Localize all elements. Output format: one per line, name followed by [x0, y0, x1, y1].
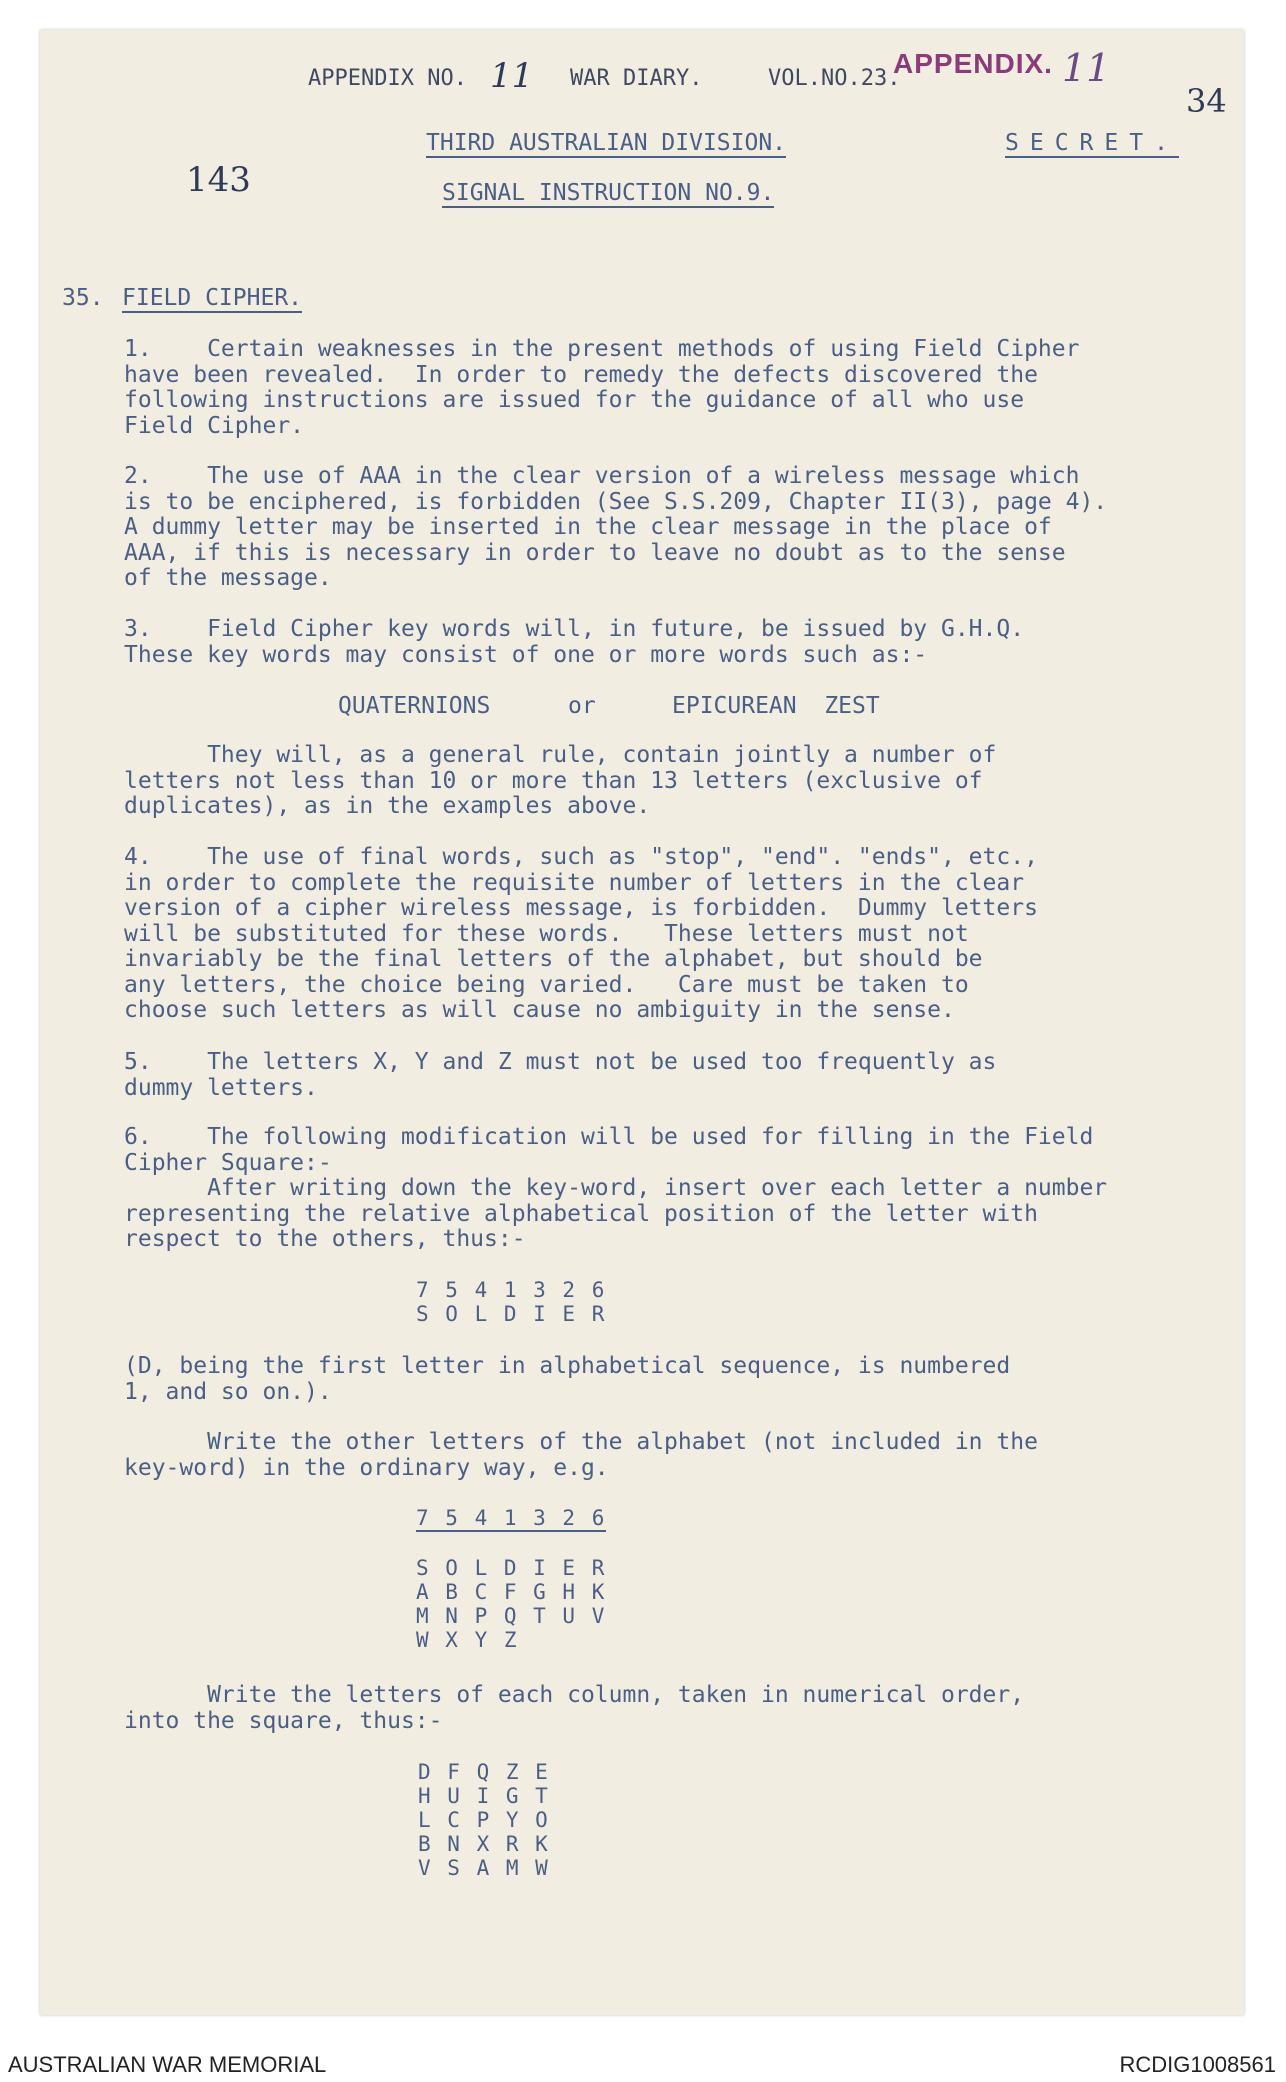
square-row: V S A M W — [418, 1856, 550, 1880]
soldier-keyword: S O L D I E R — [416, 1302, 607, 1326]
grid-row: S O L D I E R — [416, 1556, 607, 1580]
section-title: FIELD CIPHER. — [122, 285, 303, 311]
p2-line: 2. The use of AAA in the clear version of a wireless message which — [124, 463, 1080, 489]
paragraph-5 — [124, 1050, 1214, 1101]
section-number: 35. — [62, 285, 104, 311]
paragraph-6b — [124, 1354, 1214, 1405]
square-row: H U I G T — [418, 1784, 550, 1808]
p6-line: After writing down the key-word, insert over each letter a number — [124, 1175, 1108, 1201]
p1-line: following instructions are issued for the guidance of all who use — [124, 387, 1025, 413]
division-title: THIRD AUSTRALIAN DIVISION. — [426, 130, 787, 156]
stamp-handwritten-number: 11 — [1062, 46, 1111, 90]
p6-line: 6. The following modification will be used for filling in the Field — [124, 1124, 1094, 1150]
p6-line: Cipher Square:- — [124, 1149, 332, 1176]
p6d-line: into the square, thus:- — [124, 1707, 443, 1734]
p4-line: version of a cipher wireless message, is forbidden. Dummy letters — [124, 895, 1038, 921]
appendix-number-handwritten: 11 — [490, 56, 534, 96]
p3b-line: They will, as a general rule, contain jointly a number of — [124, 742, 997, 768]
paragraph-6c — [124, 1430, 1214, 1481]
soldier-numbers: 7 5 4 1 3 2 6 — [416, 1278, 607, 1302]
secret-marking: SECRET. — [1005, 130, 1179, 156]
grid-row: A B C F G H K — [416, 1580, 607, 1604]
page-number: 34 — [1186, 82, 1227, 120]
p5-line: dummy letters. — [124, 1074, 318, 1101]
paragraph-3 — [124, 617, 1214, 668]
p2-line: AAA, if this is necessary in order to leave no doubt as to the sense — [124, 539, 1066, 566]
appendix-label: APPENDIX NO. — [308, 66, 467, 91]
p6c-line: key-word) in the ordinary way, e.g. — [124, 1454, 609, 1481]
p5-line: 5. The letters X, Y and Z must not be used too frequently as — [124, 1049, 997, 1075]
p6-line: representing the relative alphabetical position of the letter with — [124, 1200, 1038, 1227]
paragraph-1 — [124, 337, 1214, 439]
p6b-line: (D, being the first letter in alphabetical sequence, is numbered — [124, 1353, 1011, 1379]
paragraph-6 — [124, 1125, 1214, 1253]
square-row: B N X R K — [418, 1832, 550, 1856]
p6-line: respect to the others, thus:- — [124, 1226, 526, 1252]
p2-line: A dummy letter may be inserted in the clear message in the place of — [124, 514, 1052, 540]
grid-row: W X Y Z — [416, 1628, 519, 1652]
paragraph-4 — [124, 845, 1214, 1024]
p3b-line: duplicates), as in the examples above. — [124, 793, 651, 819]
example-keyword-1: QUATERNIONS — [338, 693, 491, 719]
p3-line: 3. Field Cipher key words will, in future, be issued by G.H.Q. — [124, 616, 1025, 642]
grid-row: M N P Q T U V — [416, 1604, 607, 1628]
p4-line: any letters, the choice being varied. Care must be taken to — [124, 971, 969, 998]
example-keyword-2: EPICUREAN ZEST — [672, 693, 880, 719]
paragraph-3b — [124, 743, 1214, 820]
p6d-line: Write the letters of each column, taken in numerical order, — [124, 1682, 1025, 1708]
p4-line: in order to complete the requisite number of letters in the clear — [124, 869, 1025, 896]
instruction-title: SIGNAL INSTRUCTION NO.9. — [442, 180, 775, 206]
p2-line: of the message. — [124, 565, 332, 591]
example-or: or — [568, 693, 596, 719]
p6c-line: Write the other letters of the alphabet (not included in the — [124, 1429, 1038, 1455]
volume-label: VOL.NO.23. — [768, 66, 901, 91]
p6b-line: 1, and so on.). — [124, 1378, 332, 1405]
p4-line: will be substituted for these words. These letters must not — [124, 920, 969, 947]
paragraph-2 — [124, 464, 1214, 592]
paragraph-6d — [124, 1683, 1214, 1734]
p4-line: choose such letters as will cause no ambiguity in the sense. — [124, 997, 955, 1023]
appendix-stamp: APPENDIX. — [893, 48, 1053, 79]
p4-line: invariably be the final letters of the alphabet, but should be — [124, 946, 983, 972]
p1-line: 1. Certain weaknesses in the present methods of using Field Cipher — [124, 336, 1080, 362]
footer-source: AUSTRALIAN WAR MEMORIAL — [8, 2052, 327, 2077]
footer-reference: RCDIG1008561 — [1119, 2052, 1276, 2077]
square-row: D F Q Z E — [418, 1760, 550, 1784]
p1-line: have been revealed. In order to remedy the defects discovered the — [124, 361, 1038, 388]
war-diary-label: WAR DIARY. — [570, 66, 703, 91]
folio-number: 143 — [186, 160, 251, 200]
p4-line: 4. The use of final words, such as "stop", "end". "ends", etc., — [124, 844, 1038, 870]
square-row: L C P Y O — [418, 1808, 550, 1832]
p3b-line: letters not less than 10 or more than 13 letters (exclusive of — [124, 767, 983, 794]
p1-line: Field Cipher. — [124, 412, 305, 439]
p2-line: is to be enciphered, is forbidden (See S.S.209, Chapter II(3), page 4). — [124, 488, 1108, 515]
grid-numbers: 7 5 4 1 3 2 6 — [416, 1506, 607, 1530]
p3-line: These key words may consist of one or more words such as:- — [124, 641, 928, 668]
